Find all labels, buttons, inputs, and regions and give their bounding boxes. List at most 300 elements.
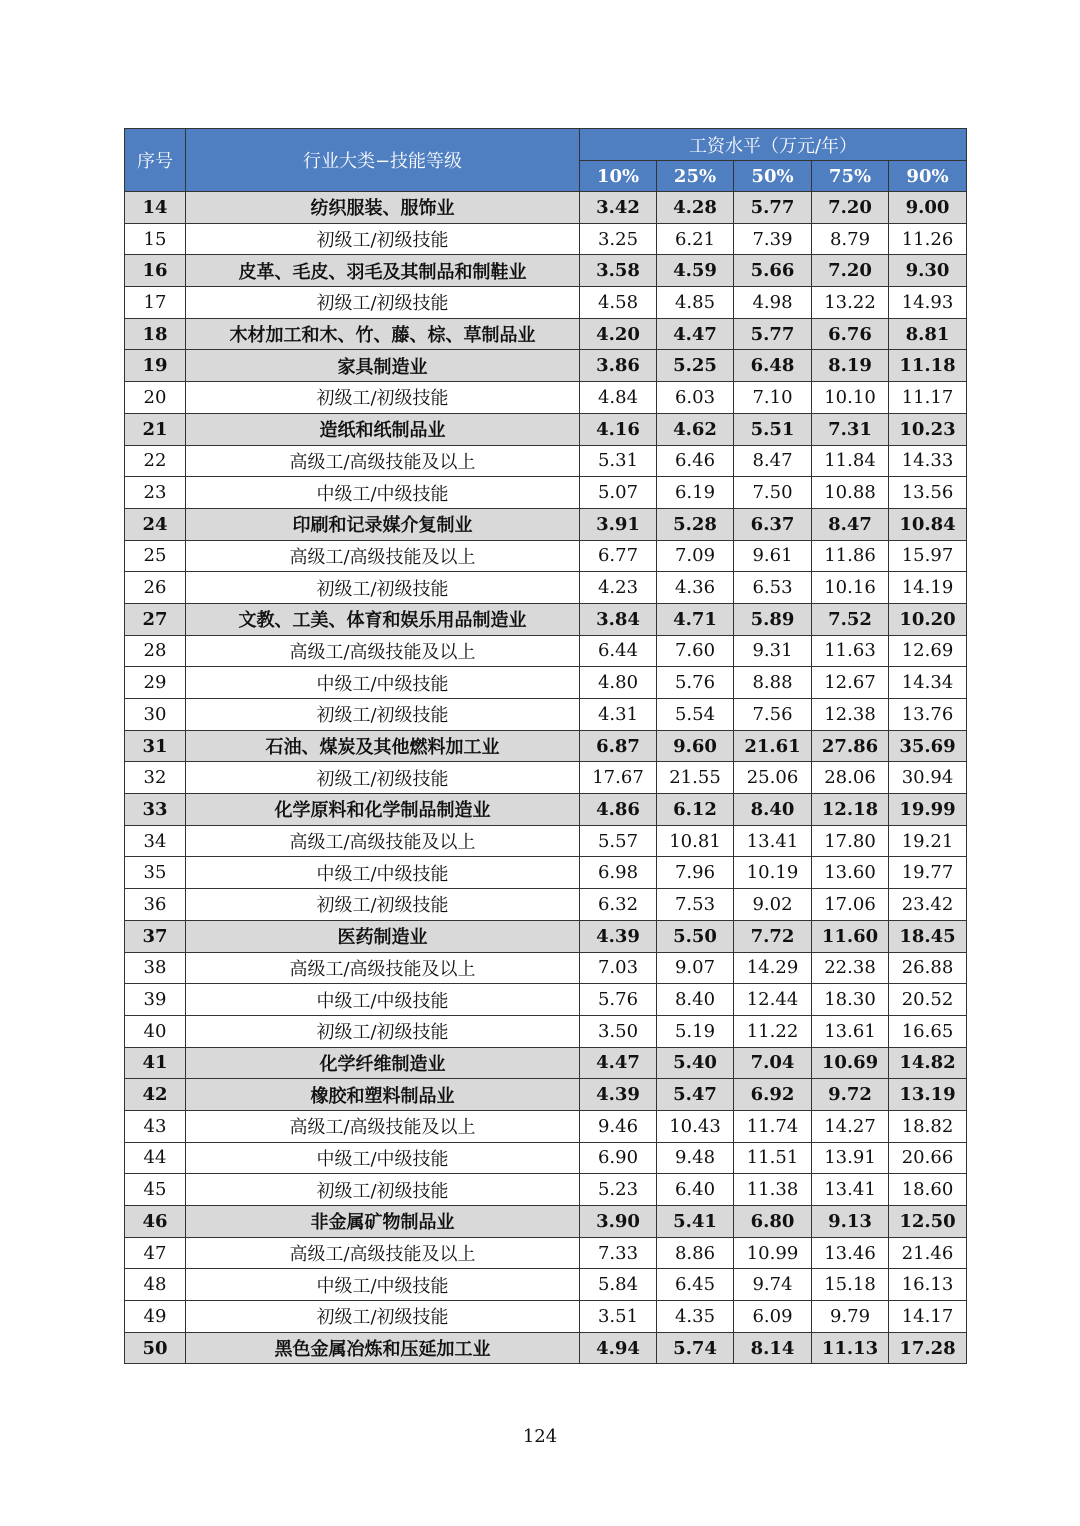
table-row-skill-level (125, 1015, 967, 1047)
value-cell-p25: 21.55 (657, 762, 734, 794)
value-cell-p25: 6.03 (657, 382, 734, 414)
table-row-industry (125, 508, 967, 540)
row-number-cell: 29 (125, 667, 186, 699)
table-row-skill-level (125, 477, 967, 509)
row-name-cell: 高级工/高级技能及以上 (186, 635, 580, 667)
row-number-cell: 36 (125, 889, 186, 921)
table-row-industry (125, 413, 967, 445)
value-cell-p10: 3.42 (580, 192, 657, 224)
row-number-cell: 32 (125, 762, 186, 794)
value-cell-p50: 9.61 (734, 540, 812, 572)
row-name-cell: 中级工/中级技能 (186, 1142, 580, 1174)
value-cell-p90: 16.13 (889, 1269, 967, 1301)
table-row-industry (125, 1079, 967, 1111)
row-number-cell: 42 (125, 1079, 186, 1111)
value-cell-p25: 5.41 (657, 1206, 734, 1238)
value-cell-p90: 21.46 (889, 1237, 967, 1269)
row-number-cell: 50 (125, 1332, 186, 1364)
row-number-cell: 22 (125, 445, 186, 477)
value-cell-p25: 5.54 (657, 699, 734, 731)
row-name-cell: 高级工/高级技能及以上 (186, 825, 580, 857)
row-number-cell: 44 (125, 1142, 186, 1174)
value-cell-p25: 4.71 (657, 603, 734, 635)
value-cell-p90: 9.30 (889, 255, 967, 287)
value-cell-p10: 4.86 (580, 794, 657, 826)
row-name-cell: 初级工/初级技能 (186, 287, 580, 319)
value-cell-p90: 18.45 (889, 920, 967, 952)
value-cell-p10: 3.84 (580, 603, 657, 635)
value-cell-p10: 4.84 (580, 382, 657, 414)
value-cell-p25: 5.25 (657, 350, 734, 382)
value-cell-p75: 11.86 (812, 540, 889, 572)
table-row-industry (125, 1206, 967, 1238)
value-cell-p50: 10.19 (734, 857, 812, 889)
table-row-industry (125, 794, 967, 826)
value-cell-p75: 15.18 (812, 1269, 889, 1301)
row-name-cell: 初级工/初级技能 (186, 699, 580, 731)
value-cell-p50: 8.40 (734, 794, 812, 826)
row-number-cell: 40 (125, 1015, 186, 1047)
table-body (125, 192, 967, 1364)
table-row-industry (125, 1047, 967, 1079)
row-number-cell: 18 (125, 318, 186, 350)
value-cell-p25: 5.74 (657, 1332, 734, 1364)
value-cell-p10: 3.25 (580, 223, 657, 255)
value-cell-p25: 4.35 (657, 1301, 734, 1333)
row-name-cell: 文教、工美、体育和娱乐用品制造业 (186, 603, 580, 635)
value-cell-p25: 4.62 (657, 413, 734, 445)
value-cell-p75: 12.18 (812, 794, 889, 826)
value-cell-p25: 6.40 (657, 1174, 734, 1206)
row-name-cell: 初级工/初级技能 (186, 889, 580, 921)
table-row-skill-level (125, 445, 967, 477)
row-number-cell: 17 (125, 287, 186, 319)
table-row-skill-level (125, 889, 967, 921)
value-cell-p10: 4.47 (580, 1047, 657, 1079)
value-cell-p90: 14.93 (889, 287, 967, 319)
table-row-skill-level (125, 667, 967, 699)
value-cell-p90: 14.17 (889, 1301, 967, 1333)
row-name-cell: 初级工/初级技能 (186, 762, 580, 794)
value-cell-p25: 9.60 (657, 730, 734, 762)
value-cell-p10: 4.94 (580, 1332, 657, 1364)
value-cell-p25: 10.43 (657, 1110, 734, 1142)
table-row-industry (125, 192, 967, 224)
value-cell-p10: 5.84 (580, 1269, 657, 1301)
value-cell-p10: 9.46 (580, 1110, 657, 1142)
value-cell-p25: 6.45 (657, 1269, 734, 1301)
value-cell-p90: 16.65 (889, 1015, 967, 1047)
value-cell-p90: 9.00 (889, 192, 967, 224)
value-cell-p10: 3.90 (580, 1206, 657, 1238)
row-number-cell: 43 (125, 1110, 186, 1142)
value-cell-p50: 7.72 (734, 920, 812, 952)
row-name-cell: 初级工/初级技能 (186, 223, 580, 255)
row-name-cell: 中级工/中级技能 (186, 1269, 580, 1301)
value-cell-p25: 6.12 (657, 794, 734, 826)
value-cell-p10: 5.23 (580, 1174, 657, 1206)
table-row-industry (125, 350, 967, 382)
value-cell-p75: 11.60 (812, 920, 889, 952)
row-name-cell: 初级工/初级技能 (186, 1015, 580, 1047)
value-cell-p10: 17.67 (580, 762, 657, 794)
value-cell-p10: 3.86 (580, 350, 657, 382)
table-row-skill-level (125, 762, 967, 794)
value-cell-p50: 7.04 (734, 1047, 812, 1079)
row-name-cell: 初级工/初级技能 (186, 382, 580, 414)
value-cell-p50: 6.37 (734, 508, 812, 540)
value-cell-p90: 19.77 (889, 857, 967, 889)
header-seq: 序号 (125, 129, 186, 192)
row-number-cell: 45 (125, 1174, 186, 1206)
table-header (125, 129, 967, 192)
table-row-industry (125, 255, 967, 287)
row-name-cell: 医药制造业 (186, 920, 580, 952)
value-cell-p75: 8.47 (812, 508, 889, 540)
value-cell-p25: 8.86 (657, 1237, 734, 1269)
value-cell-p50: 7.50 (734, 477, 812, 509)
value-cell-p50: 7.39 (734, 223, 812, 255)
value-cell-p75: 7.52 (812, 603, 889, 635)
value-cell-p50: 5.51 (734, 413, 812, 445)
value-cell-p10: 5.76 (580, 984, 657, 1016)
value-cell-p75: 7.20 (812, 255, 889, 287)
value-cell-p50: 5.66 (734, 255, 812, 287)
value-cell-p50: 6.48 (734, 350, 812, 382)
value-cell-p75: 11.84 (812, 445, 889, 477)
table-row-skill-level (125, 1142, 967, 1174)
value-cell-p75: 13.22 (812, 287, 889, 319)
row-name-cell: 高级工/高级技能及以上 (186, 445, 580, 477)
row-number-cell: 37 (125, 920, 186, 952)
row-number-cell: 14 (125, 192, 186, 224)
value-cell-p90: 12.50 (889, 1206, 967, 1238)
value-cell-p10: 6.87 (580, 730, 657, 762)
value-cell-p90: 20.66 (889, 1142, 967, 1174)
table-row-skill-level (125, 223, 967, 255)
value-cell-p50: 11.22 (734, 1015, 812, 1047)
value-cell-p75: 13.41 (812, 1174, 889, 1206)
row-number-cell: 26 (125, 572, 186, 604)
value-cell-p10: 7.33 (580, 1237, 657, 1269)
row-number-cell: 27 (125, 603, 186, 635)
value-cell-p25: 5.76 (657, 667, 734, 699)
value-cell-p50: 8.14 (734, 1332, 812, 1364)
table-row-skill-level (125, 1269, 967, 1301)
value-cell-p25: 7.09 (657, 540, 734, 572)
row-number-cell: 23 (125, 477, 186, 509)
value-cell-p25: 9.07 (657, 952, 734, 984)
row-name-cell: 石油、煤炭及其他燃料加工业 (186, 730, 580, 762)
row-number-cell: 15 (125, 223, 186, 255)
value-cell-p75: 7.20 (812, 192, 889, 224)
table-row-skill-level (125, 1174, 967, 1206)
table-row-skill-level (125, 1301, 967, 1333)
header-p75: 75% (812, 161, 889, 192)
value-cell-p75: 10.69 (812, 1047, 889, 1079)
value-cell-p90: 10.84 (889, 508, 967, 540)
header-p50: 50% (734, 161, 812, 192)
row-name-cell: 中级工/中级技能 (186, 984, 580, 1016)
row-name-cell: 非金属矿物制品业 (186, 1206, 580, 1238)
value-cell-p50: 7.10 (734, 382, 812, 414)
row-name-cell: 皮革、毛皮、羽毛及其制品和制鞋业 (186, 255, 580, 287)
row-name-cell: 中级工/中级技能 (186, 857, 580, 889)
table-row-skill-level (125, 382, 967, 414)
value-cell-p75: 18.30 (812, 984, 889, 1016)
header-p10: 10% (580, 161, 657, 192)
value-cell-p50: 12.44 (734, 984, 812, 1016)
value-cell-p25: 7.53 (657, 889, 734, 921)
row-name-cell: 高级工/高级技能及以上 (186, 1237, 580, 1269)
header-wage-group: 工资水平（万元/年） (580, 129, 967, 161)
value-cell-p75: 17.80 (812, 825, 889, 857)
row-number-cell: 31 (125, 730, 186, 762)
value-cell-p50: 9.31 (734, 635, 812, 667)
table-row-skill-level (125, 635, 967, 667)
row-name-cell: 黑色金属冶炼和压延加工业 (186, 1332, 580, 1364)
row-number-cell: 25 (125, 540, 186, 572)
value-cell-p75: 6.76 (812, 318, 889, 350)
value-cell-p50: 14.29 (734, 952, 812, 984)
value-cell-p90: 20.52 (889, 984, 967, 1016)
value-cell-p10: 6.77 (580, 540, 657, 572)
row-number-cell: 21 (125, 413, 186, 445)
value-cell-p25: 6.21 (657, 223, 734, 255)
value-cell-p10: 4.39 (580, 920, 657, 952)
value-cell-p10: 6.32 (580, 889, 657, 921)
value-cell-p75: 8.79 (812, 223, 889, 255)
table-row-industry (125, 920, 967, 952)
value-cell-p50: 5.89 (734, 603, 812, 635)
header-p25: 25% (657, 161, 734, 192)
table-row-skill-level (125, 952, 967, 984)
row-name-cell: 中级工/中级技能 (186, 667, 580, 699)
value-cell-p75: 17.06 (812, 889, 889, 921)
row-name-cell: 纺织服装、服饰业 (186, 192, 580, 224)
value-cell-p10: 3.58 (580, 255, 657, 287)
value-cell-p75: 12.67 (812, 667, 889, 699)
value-cell-p90: 12.69 (889, 635, 967, 667)
row-number-cell: 20 (125, 382, 186, 414)
value-cell-p25: 5.28 (657, 508, 734, 540)
table-row-skill-level (125, 825, 967, 857)
value-cell-p75: 14.27 (812, 1110, 889, 1142)
value-cell-p75: 13.60 (812, 857, 889, 889)
value-cell-p90: 11.18 (889, 350, 967, 382)
value-cell-p25: 8.40 (657, 984, 734, 1016)
value-cell-p10: 4.16 (580, 413, 657, 445)
table-row-skill-level (125, 1110, 967, 1142)
value-cell-p50: 8.47 (734, 445, 812, 477)
value-cell-p75: 9.72 (812, 1079, 889, 1111)
row-number-cell: 49 (125, 1301, 186, 1333)
value-cell-p10: 4.80 (580, 667, 657, 699)
value-cell-p90: 19.21 (889, 825, 967, 857)
row-number-cell: 28 (125, 635, 186, 667)
value-cell-p10: 5.07 (580, 477, 657, 509)
value-cell-p10: 6.98 (580, 857, 657, 889)
wage-table (124, 128, 967, 1364)
value-cell-p75: 10.16 (812, 572, 889, 604)
value-cell-p90: 13.19 (889, 1079, 967, 1111)
value-cell-p50: 11.51 (734, 1142, 812, 1174)
value-cell-p50: 10.99 (734, 1237, 812, 1269)
value-cell-p90: 13.56 (889, 477, 967, 509)
value-cell-p10: 4.31 (580, 699, 657, 731)
value-cell-p75: 11.63 (812, 635, 889, 667)
value-cell-p10: 7.03 (580, 952, 657, 984)
header-category: 行业大类−技能等级 (186, 129, 580, 192)
value-cell-p75: 28.06 (812, 762, 889, 794)
row-name-cell: 初级工/初级技能 (186, 1301, 580, 1333)
value-cell-p10: 4.39 (580, 1079, 657, 1111)
value-cell-p75: 13.91 (812, 1142, 889, 1174)
value-cell-p90: 18.60 (889, 1174, 967, 1206)
value-cell-p90: 23.42 (889, 889, 967, 921)
row-name-cell: 初级工/初级技能 (186, 1174, 580, 1206)
value-cell-p10: 3.50 (580, 1015, 657, 1047)
value-cell-p25: 6.19 (657, 477, 734, 509)
table-row-skill-level (125, 699, 967, 731)
row-number-cell: 38 (125, 952, 186, 984)
row-number-cell: 39 (125, 984, 186, 1016)
value-cell-p25: 4.28 (657, 192, 734, 224)
table-row-skill-level (125, 287, 967, 319)
value-cell-p50: 7.56 (734, 699, 812, 731)
value-cell-p50: 9.74 (734, 1269, 812, 1301)
value-cell-p50: 21.61 (734, 730, 812, 762)
table-row-skill-level (125, 984, 967, 1016)
value-cell-p90: 14.33 (889, 445, 967, 477)
value-cell-p90: 11.17 (889, 382, 967, 414)
value-cell-p25: 5.40 (657, 1047, 734, 1079)
value-cell-p90: 18.82 (889, 1110, 967, 1142)
value-cell-p75: 9.13 (812, 1206, 889, 1238)
value-cell-p25: 7.96 (657, 857, 734, 889)
value-cell-p50: 4.98 (734, 287, 812, 319)
value-cell-p50: 25.06 (734, 762, 812, 794)
value-cell-p50: 5.77 (734, 318, 812, 350)
value-cell-p75: 10.10 (812, 382, 889, 414)
value-cell-p50: 6.53 (734, 572, 812, 604)
header-p90: 90% (889, 161, 967, 192)
table-row-skill-level (125, 572, 967, 604)
value-cell-p90: 15.97 (889, 540, 967, 572)
row-name-cell: 高级工/高级技能及以上 (186, 1110, 580, 1142)
table-row-industry (125, 730, 967, 762)
row-name-cell: 印刷和记录媒介复制业 (186, 508, 580, 540)
row-number-cell: 41 (125, 1047, 186, 1079)
row-number-cell: 30 (125, 699, 186, 731)
page-number: 124 (522, 1426, 558, 1447)
row-number-cell: 34 (125, 825, 186, 857)
table-row-industry (125, 318, 967, 350)
value-cell-p75: 12.38 (812, 699, 889, 731)
value-cell-p90: 8.81 (889, 318, 967, 350)
table-row-skill-level (125, 1237, 967, 1269)
value-cell-p10: 3.91 (580, 508, 657, 540)
row-number-cell: 16 (125, 255, 186, 287)
table-row-industry (125, 1332, 967, 1364)
value-cell-p90: 10.20 (889, 603, 967, 635)
value-cell-p90: 30.94 (889, 762, 967, 794)
value-cell-p10: 5.31 (580, 445, 657, 477)
value-cell-p50: 6.92 (734, 1079, 812, 1111)
row-name-cell: 化学纤维制造业 (186, 1047, 580, 1079)
table-row-industry (125, 603, 967, 635)
row-number-cell: 48 (125, 1269, 186, 1301)
row-number-cell: 19 (125, 350, 186, 382)
value-cell-p25: 4.85 (657, 287, 734, 319)
value-cell-p25: 5.50 (657, 920, 734, 952)
value-cell-p75: 11.13 (812, 1332, 889, 1364)
row-name-cell: 中级工/中级技能 (186, 477, 580, 509)
value-cell-p75: 13.61 (812, 1015, 889, 1047)
value-cell-p90: 19.99 (889, 794, 967, 826)
value-cell-p10: 3.51 (580, 1301, 657, 1333)
value-cell-p90: 11.26 (889, 223, 967, 255)
row-number-cell: 33 (125, 794, 186, 826)
value-cell-p75: 13.46 (812, 1237, 889, 1269)
value-cell-p25: 5.47 (657, 1079, 734, 1111)
row-name-cell: 橡胶和塑料制品业 (186, 1079, 580, 1111)
row-number-cell: 35 (125, 857, 186, 889)
value-cell-p50: 11.74 (734, 1110, 812, 1142)
value-cell-p50: 6.80 (734, 1206, 812, 1238)
value-cell-p50: 11.38 (734, 1174, 812, 1206)
value-cell-p90: 13.76 (889, 699, 967, 731)
value-cell-p10: 4.23 (580, 572, 657, 604)
value-cell-p90: 14.19 (889, 572, 967, 604)
value-cell-p25: 6.46 (657, 445, 734, 477)
row-name-cell: 高级工/高级技能及以上 (186, 952, 580, 984)
row-number-cell: 24 (125, 508, 186, 540)
value-cell-p90: 10.23 (889, 413, 967, 445)
value-cell-p25: 7.60 (657, 635, 734, 667)
value-cell-p25: 4.59 (657, 255, 734, 287)
row-name-cell: 造纸和纸制品业 (186, 413, 580, 445)
value-cell-p90: 14.34 (889, 667, 967, 699)
value-cell-p25: 4.36 (657, 572, 734, 604)
value-cell-p10: 5.57 (580, 825, 657, 857)
value-cell-p50: 13.41 (734, 825, 812, 857)
value-cell-p10: 4.20 (580, 318, 657, 350)
value-cell-p10: 6.44 (580, 635, 657, 667)
value-cell-p75: 8.19 (812, 350, 889, 382)
row-name-cell: 高级工/高级技能及以上 (186, 540, 580, 572)
value-cell-p25: 4.47 (657, 318, 734, 350)
value-cell-p90: 14.82 (889, 1047, 967, 1079)
row-name-cell: 化学原料和化学制品制造业 (186, 794, 580, 826)
value-cell-p90: 17.28 (889, 1332, 967, 1364)
table-row-skill-level (125, 540, 967, 572)
value-cell-p75: 27.86 (812, 730, 889, 762)
value-cell-p25: 10.81 (657, 825, 734, 857)
value-cell-p75: 10.88 (812, 477, 889, 509)
row-name-cell: 木材加工和木、竹、藤、棕、草制品业 (186, 318, 580, 350)
value-cell-p10: 4.58 (580, 287, 657, 319)
value-cell-p50: 9.02 (734, 889, 812, 921)
row-name-cell: 初级工/初级技能 (186, 572, 580, 604)
value-cell-p75: 7.31 (812, 413, 889, 445)
value-cell-p50: 6.09 (734, 1301, 812, 1333)
value-cell-p50: 8.88 (734, 667, 812, 699)
value-cell-p25: 5.19 (657, 1015, 734, 1047)
value-cell-p25: 9.48 (657, 1142, 734, 1174)
row-name-cell: 家具制造业 (186, 350, 580, 382)
value-cell-p75: 22.38 (812, 952, 889, 984)
